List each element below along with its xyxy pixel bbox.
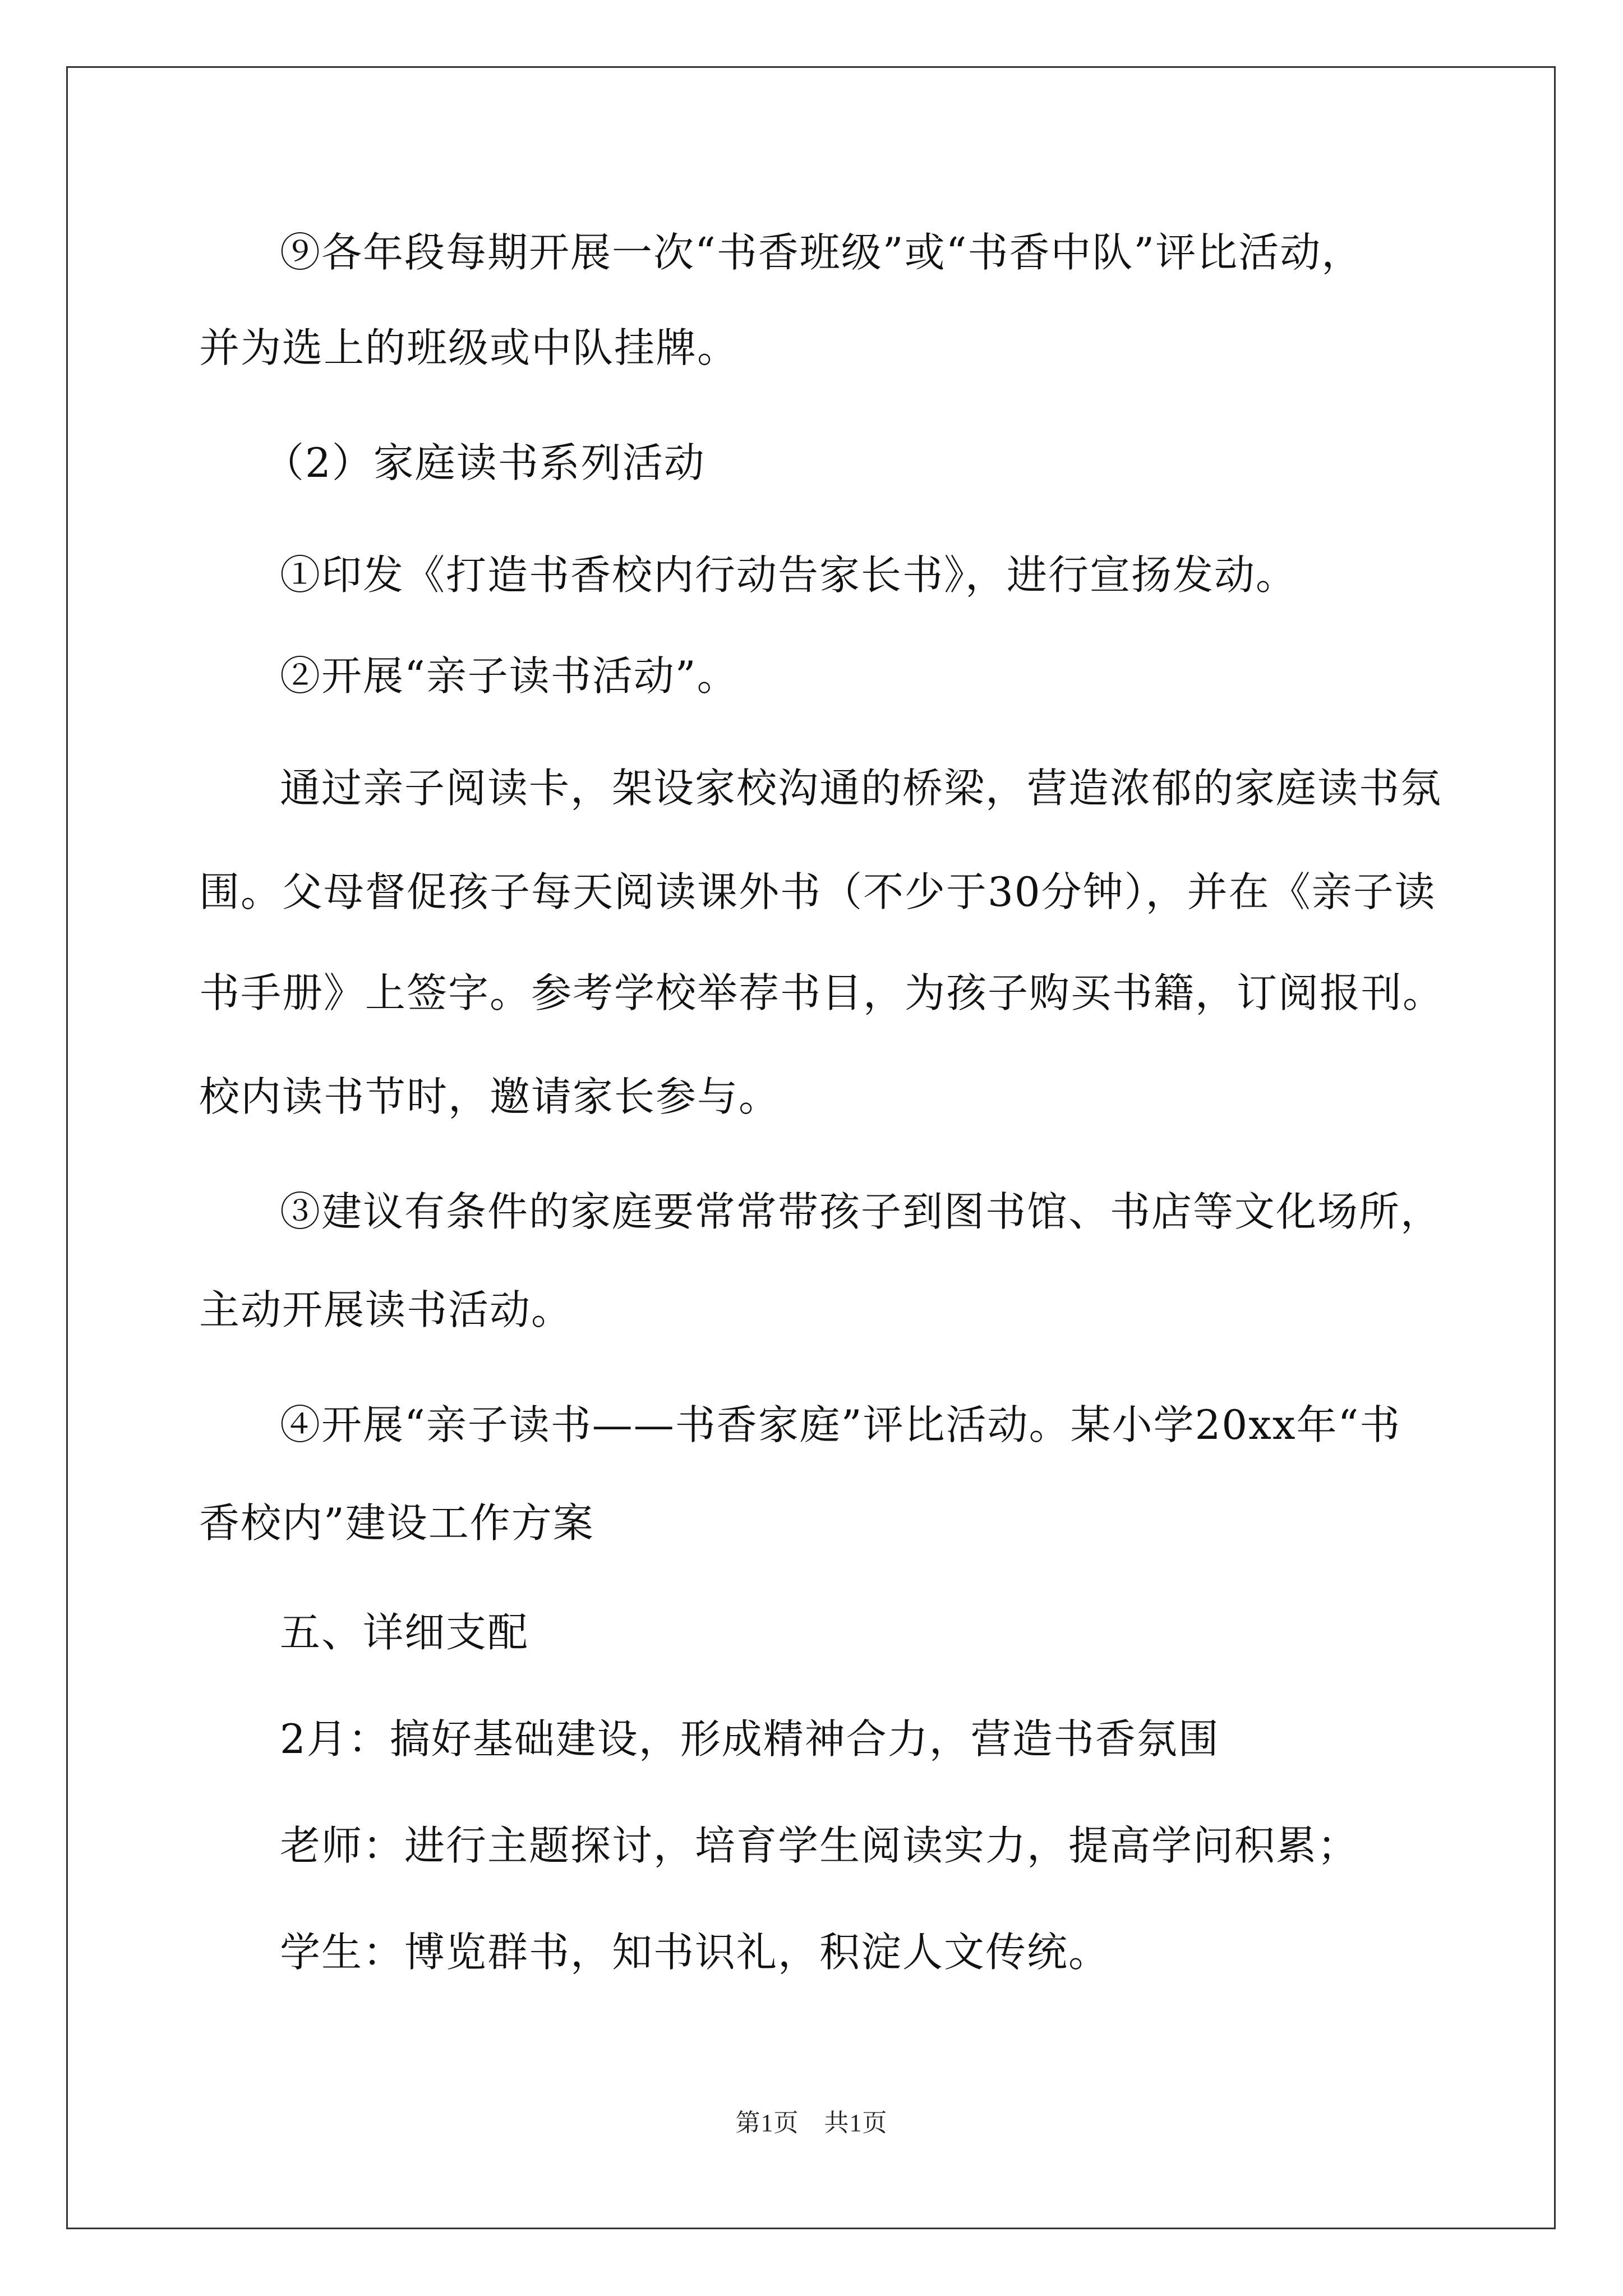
paragraph-line: 香校内”建设工作方案	[199, 1499, 594, 1547]
paragraph-line: 围。父母督促孩子每天阅读课外书（不少于30分钟），并在《亲子读	[199, 868, 1436, 915]
paragraph-line: 通过亲子阅读卡，架设家校沟通的桥梁，营造浓郁的家庭读书氛	[280, 765, 1442, 812]
paragraph-line: ②开展“亲子读书活动”。	[280, 652, 739, 700]
paragraph-line: ④开展“亲子读书——书香家庭”评比活动。某小学20xx年“书	[280, 1401, 1401, 1448]
paragraph-line: ③建议有条件的家庭要常常带孩子到图书馆、书店等文化场所，	[280, 1188, 1442, 1235]
paragraph-line: 校内读书节时，邀请家长参与。	[199, 1073, 781, 1120]
paragraph-line: 学生：博览群书，知书识礼，积淀人文传统。	[280, 1929, 1110, 1976]
paragraph-line: ①印发《打造书香校内行动告家长书》，进行宣扬发动。	[280, 551, 1298, 599]
paragraph-line: ⑨各年段每期开展一次“书香班级”或“书香中队”评比活动，	[280, 229, 1363, 276]
section-heading: 五、详细支配	[280, 1609, 529, 1656]
paragraph-line: 老师：进行主题探讨，培育学生阅读实力，提高学问积累；	[280, 1822, 1359, 1869]
paragraph-line: 2月：搞好基础建设，形成精神合力，营造书香氛围	[280, 1715, 1220, 1763]
section-heading: （2）家庭读书系列活动	[264, 439, 706, 486]
paragraph-line: 书手册》上签字。参考学校举荐书目，为孩子购买书籍，订阅报刊。	[199, 969, 1445, 1016]
page-border	[66, 66, 1556, 2229]
paragraph-line: 并为选上的班级或中队挂牌。	[199, 324, 739, 371]
page-footer: 第1页 共1页	[735, 2109, 888, 2137]
paragraph-line: 主动开展读书活动。	[199, 1286, 573, 1333]
